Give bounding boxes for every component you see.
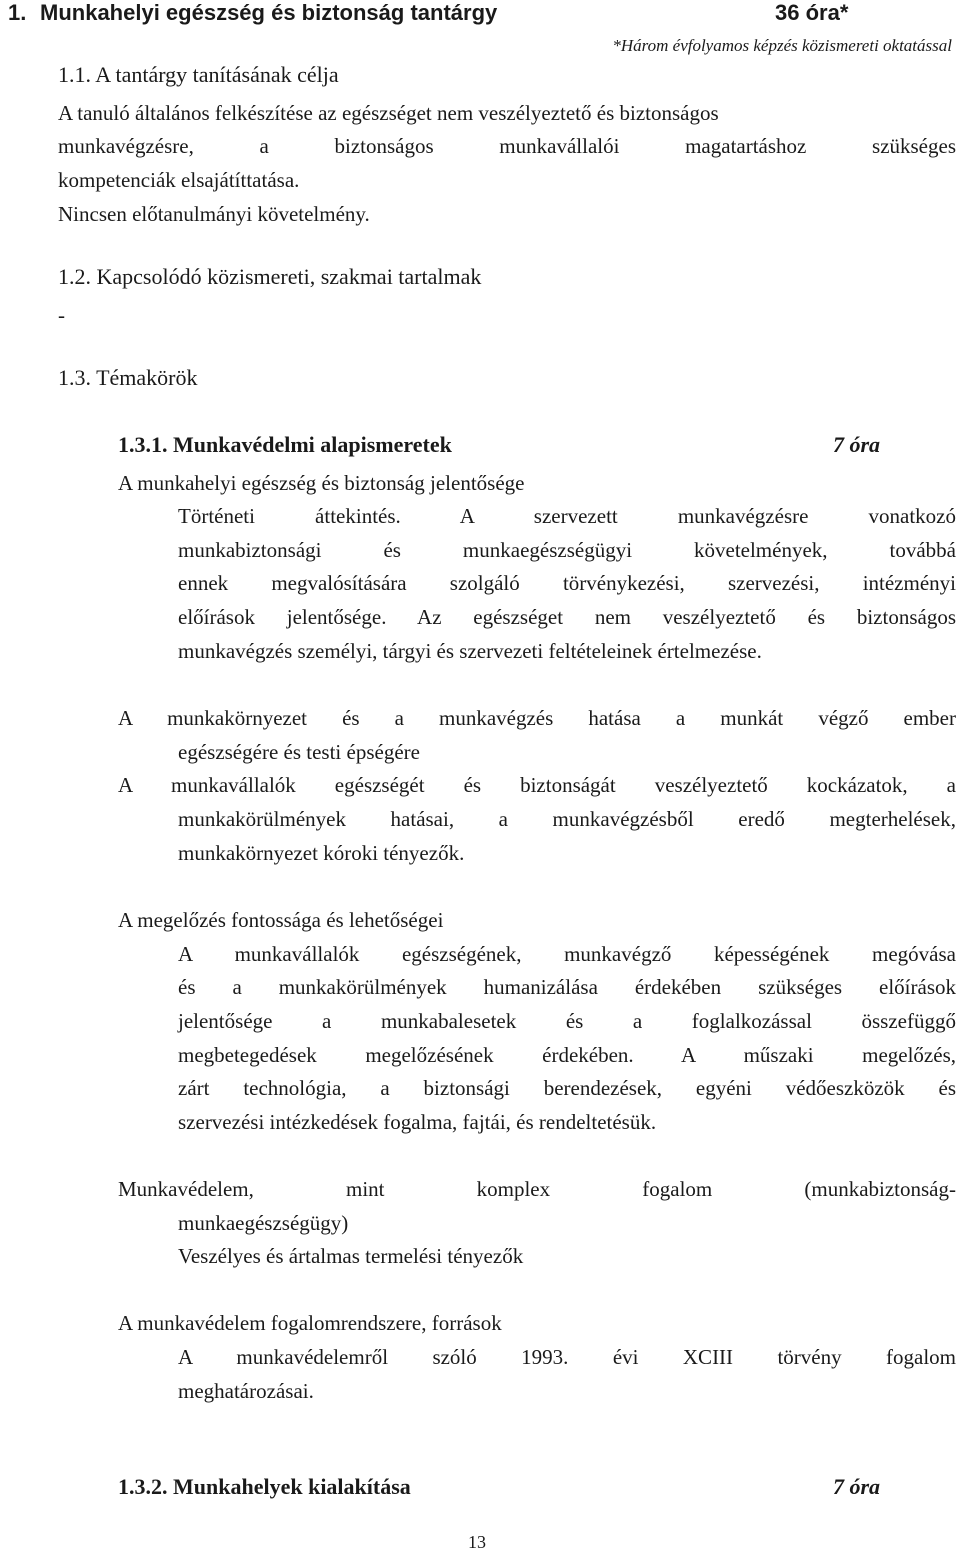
s11-line2: munkavégzésre, a biztonságos munkavállalói magatartáshoz szükséges bbox=[58, 134, 956, 158]
footnote: *Három évfolyamos képzés közismereti oktatással bbox=[612, 36, 952, 55]
title-number: 1. bbox=[8, 0, 27, 25]
topic-5-title: Munkavédelem, mint komplex fogalom (munkabiztonság- bbox=[118, 1177, 956, 1201]
topic-4-title: A megelőzés fontossága és lehetőségei bbox=[118, 908, 444, 932]
s12-dash: - bbox=[58, 303, 65, 327]
topic-1-title: A munkahelyi egészség és biztonság jelentősége bbox=[118, 471, 525, 495]
topic-4-line-6: szervezési intézkedések fogalma, fajtái, és rendeltetésük. bbox=[178, 1110, 657, 1134]
topic-5-line-1: munkaegészségügy) bbox=[178, 1211, 349, 1235]
topic-4-line-5: zárt technológia, a biztonsági berendezések, egyéni védőeszközök és bbox=[178, 1076, 956, 1100]
s11-line4: Nincsen előtanulmányi követelmény. bbox=[58, 202, 370, 226]
topic-1-line-4: előírások jelentősége. Az egészséget nem veszélyeztető és biztonságos bbox=[178, 605, 956, 629]
s11-line1: A tanuló általános felkészítése az egészséget nem veszélyeztető és biztonságos bbox=[58, 101, 719, 125]
topic-4-line-4: megbetegedések megelőzésének érdekében. A műszaki megelőzés, bbox=[178, 1043, 956, 1067]
title-hours: 36 óra* bbox=[775, 0, 849, 25]
section-1-3-2-heading: 1.3.2. Munkahelyek kialakítása bbox=[118, 1474, 411, 1499]
topic-3-title: A munkavállalók egészségét és biztonságát veszélyeztető kockázatok, a bbox=[118, 773, 956, 797]
topic-2-title-line-1: A munkakörnyezet és a munkavégzés hatása a munkát végző ember bbox=[118, 706, 956, 730]
topic-2-title-line-2: egészségére és testi épségére bbox=[178, 740, 420, 764]
topic-1-line-3: ennek megvalósítására szolgáló törvénykezési, szervezési, intézményi bbox=[178, 571, 956, 595]
topic-3-line-2: munkakörnyezet kóroki tényezők. bbox=[178, 841, 465, 865]
section-1-3-heading: 1.3. Témakörök bbox=[58, 365, 198, 390]
topic-1-line-1: Történeti áttekintés. A szervezett munkavégzésre vonatkozó bbox=[178, 504, 956, 528]
document-title: Munkahelyi egészség és biztonság tantárgy bbox=[40, 0, 498, 25]
topic-4-line-3: jelentősége a munkabalesetek és a foglalkozással összefüggő bbox=[178, 1009, 956, 1033]
topic-1-line-5: munkavégzés személyi, tárgyi és szervezeti feltételeinek értelmezése. bbox=[178, 639, 762, 663]
topic-5-line-2: Veszélyes és ártalmas termelési tényezők bbox=[178, 1244, 524, 1268]
section-1-1-heading: 1.1. A tantárgy tanításának célja bbox=[58, 62, 339, 87]
s11-line3: kompetenciák elsajátíttatása. bbox=[58, 168, 300, 192]
section-1-3-1-hours: 7 óra bbox=[833, 432, 881, 457]
section-1-3-2-hours: 7 óra bbox=[833, 1474, 881, 1499]
topic-3-line-1: munkakörülmények hatásai, a munkavégzésből eredő megterhelések, bbox=[178, 807, 956, 831]
topic-6-line-2: meghatározásai. bbox=[178, 1379, 314, 1403]
section-1-3-1-heading: 1.3.1. Munkavédelmi alapismeretek bbox=[118, 432, 452, 457]
topic-6-line-1: A munkavédelemről szóló 1993. évi XCIII törvény fogalom bbox=[178, 1345, 956, 1369]
page-number: 13 bbox=[468, 1532, 486, 1552]
topic-1-line-2: munkabiztonsági és munkaegészségügyi követelmények, továbbá bbox=[178, 538, 956, 562]
topic-4-line-1: A munkavállalók egészségének, munkavégző képességének megóvása bbox=[178, 942, 956, 966]
section-1-2-heading: 1.2. Kapcsolódó közismereti, szakmai tartalmak bbox=[58, 264, 482, 289]
topic-6-title: A munkavédelem fogalomrendszere, források bbox=[118, 1311, 502, 1335]
topic-4-line-2: és a munkakörülmények humanizálása érdekében szükséges előírások bbox=[178, 975, 956, 999]
